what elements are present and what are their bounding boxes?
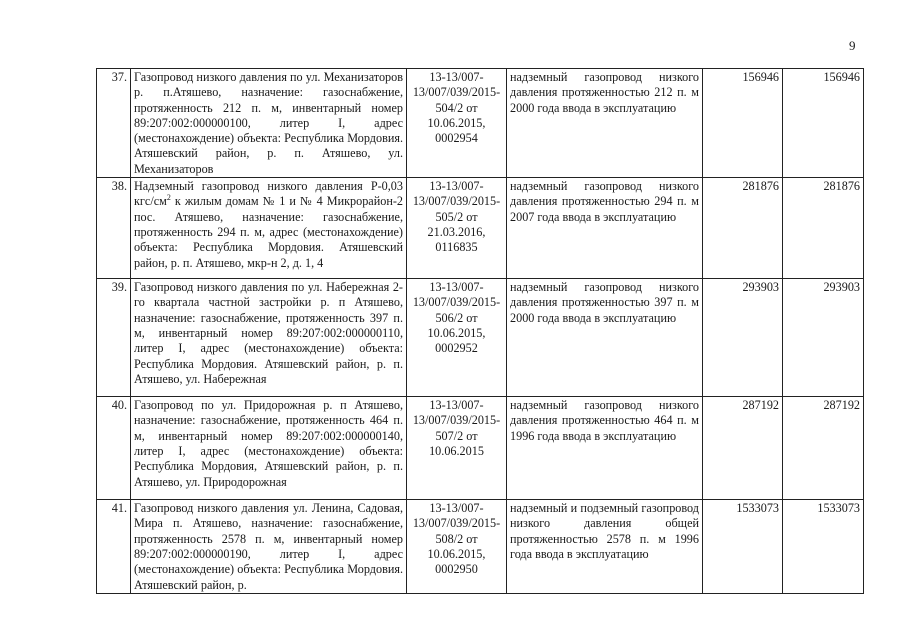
object-description: Газопровод низкого давления ул. Ленина, Садовая, Мира п. Атяшево, назначение: газоснабжение, протяженность 2578 п. м, инвентарный номер 89:207:002:000000190, литер I, адрес (местонахождение) объекта: Республика Мордовия. Атяшевский район, р. [131,500,407,594]
registration-record [407,397,507,500]
residual-value: 287192 [783,397,864,500]
row-number: 38. [97,178,131,279]
registration-record [407,69,507,178]
object-description: Газопровод низкого давления по ул. Набережная 2-го квартала частной застройки р. п Атяшево, назначение: газоснабжение, протяженность 397 п. м, инвентарный номер 89:207:002:000000110, литер I, адрес (местонахождение) объекта: Республика Мордовия. Атяшевский район, р. п. Атяшево, ул. Набережная [131,279,407,397]
object-description: Газопровод низкого давления по ул. Механизаторов р. п.Атяшево, назначение: газоснабжение, протяженность 212 п. м, инвентарный номер 89:207:002:000000100, литер I, адрес (местонахождение) объекта: Республика Мордовия. Атяшевский район, р. п. Атяшево, ул. Механизаторов [131,69,407,178]
registration-line: 0002952 [435,341,478,356]
residual-value: 281876 [783,178,864,279]
registration-line: 13/007/039/2015- [412,516,501,531]
page-number: 9 [849,38,856,53]
registration-line: 505/2 от [435,209,478,224]
registration-line: 10.06.2015 [429,443,484,458]
book-value: 1533073 [703,500,783,594]
registration-line: 507/2 от [435,428,478,443]
table-row [97,178,864,279]
object-characteristics: надземный газопровод низкого давления протяженностью 397 п. м 2000 года ввода в эксплуатацию [507,279,703,397]
registration-line: 506/2 от [435,310,478,325]
book-value: 287192 [703,397,783,500]
registration-line: 508/2 от [435,531,478,546]
registration-line: 13-13/007- [429,70,484,84]
residual-value: 1533073 [783,500,864,594]
registration-record [407,500,507,594]
table-row [97,69,864,178]
row-number: 40. [97,397,131,500]
property-registry-table [96,68,864,594]
registration-record [407,178,507,279]
registration-line: 13-13/007- [429,280,484,295]
book-value: 156946 [703,69,783,178]
object-characteristics: надземный и подземный газопровод низкого давления общей протяженностью 2578 п. м 1996 года ввода в эксплуатацию [507,500,703,594]
object-characteristics: надземный газопровод низкого давления протяженностью 212 п. м 2000 года ввода в эксплуатацию [507,69,703,178]
table-row [97,500,864,594]
registration-line: 10.06.2015, [427,115,486,130]
row-number: 37. [97,69,131,178]
registration-line: 0002954 [435,131,478,146]
registration-line: 21.03.2016, [427,224,486,239]
residual-value: 293903 [783,279,864,397]
registration-line: 10.06.2015, [427,546,486,561]
registration-line: 10.06.2015, [427,325,486,340]
book-value: 293903 [703,279,783,397]
table-row [97,279,864,397]
registration-line: 13/007/039/2015- [412,295,501,310]
registration-line: 13/007/039/2015- [412,85,501,100]
object-characteristics: надземный газопровод низкого давления протяженностью 464 п. м 1996 года ввода в эксплуатацию [507,397,703,500]
table-row [97,397,864,500]
residual-value: 156946 [783,69,864,178]
registration-line: 0002950 [435,562,478,577]
registration-record [407,279,507,397]
object-description: Газопровод по ул. Придорожная р. п Атяшево, назначение: газоснабжение, протяженность 464 п. м, инвентарный номер 89:207:002:000000140, литер I, адрес (местонахождение) объекта: Республика Мордовия, Атяшевский район, р. п. Атяшево, ул. Природорожная [131,397,407,500]
row-number: 39. [97,279,131,397]
registration-line: 504/2 от [435,100,478,115]
registration-line: 0116835 [435,240,478,255]
object-characteristics: надземный газопровод низкого давления протяженностью 294 п. м 2007 года ввода в эксплуатацию [507,178,703,279]
registration-line: 13-13/007- [429,501,484,516]
registration-line: 13-13/007- [429,398,484,413]
object-description: Надземный газопровод низкого давления Р-0,03 кгс/$см^2$ к жилым домам № 1 и № 4 Микрорайон-2 пос. Атяшево, назначение: газоснабжение, протяженность 294 п. м, адрес (местонахождение) объекта: Республика Мордовия. Атяшевский район, р. п. Атяшево, мкр-н 2, д. 1, 4 [131,178,407,279]
registration-line: 13-13/007- [429,179,484,194]
registration-line: 13/007/039/2015- [412,413,501,428]
row-number: 41. [97,500,131,594]
registration-line: 13/007/039/2015- [412,194,501,209]
book-value: 281876 [703,178,783,279]
